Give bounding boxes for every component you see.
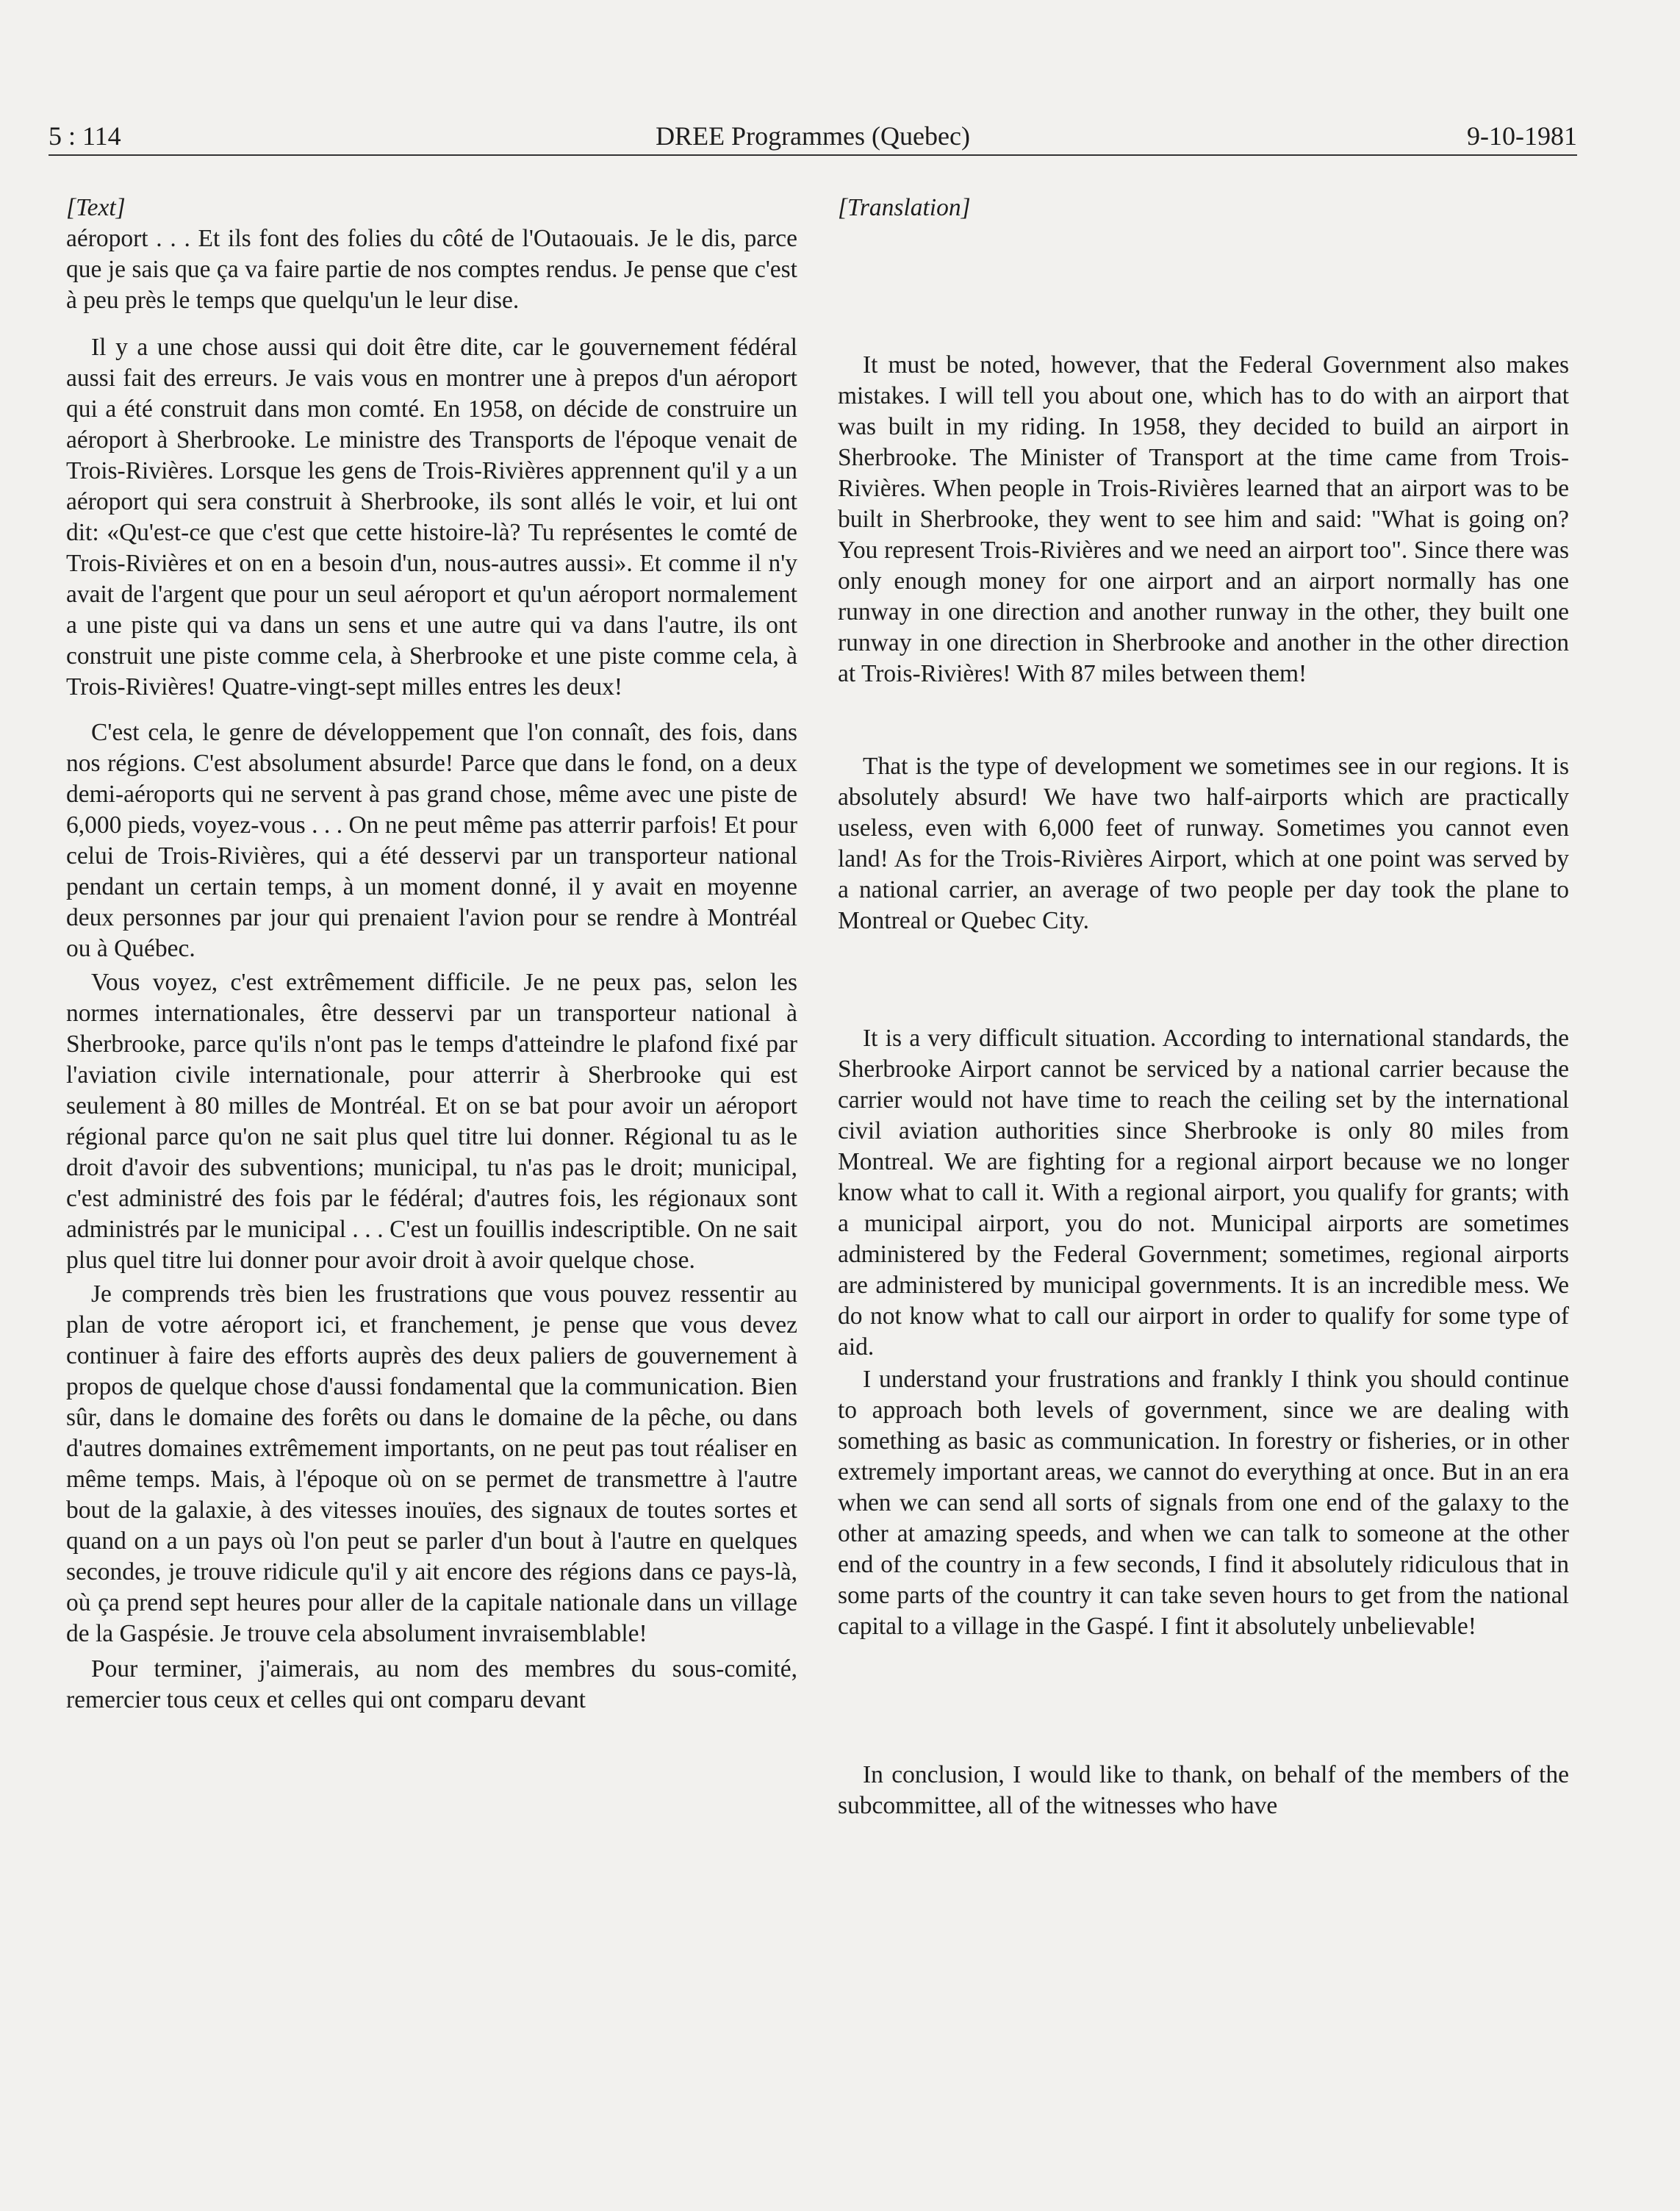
header-rule [49,154,1577,156]
french-column [66,193,797,1716]
paragraph: That is the type of development we sometimes see in our regions. It is absolutely absurd! We have two half-airports which are practically useless, even with 6,000 feet of runway. Sometimes you cannot even land! As for the Trois-Rivières Airport, which at one point was served by a national carrier, an average of two people per day took the plane to Montreal or Quebec City. [838,753,1569,934]
document-date: 9-10-1981 [1467,121,1577,151]
text-label: [Text] [66,194,126,221]
paragraph: In conclusion, I would like to thank, on behalf of the members of the subcommittee, all of the witnesses who have [838,1761,1569,1819]
paragraph: Vous voyez, c'est extrêmement difficile. Je ne peux pas, selon les normes internationales, être desservi par un transporteur national à Sherbrooke, parce qu'ils n'ont pas le temps d'atteindre le plafond fixé par l'aviation civile internationale, pour atterrir à Sherbrooke qui est seulement à 80 milles de Montréal. Et on se bat pour avoir un aéroport régional parce qu'on ne sait plus quel titre lui donner. Régional tu as le droit d'avoir des subventions; municipal, tu n'as pas le droit; municipal, c'est administré des fois par le fédéral; d'autres fois, les régionaux sont administrés par le municipal . . . C'est un fouillis indescriptible. On ne sait plus quel titre lui donner pour avoir droit à avoir quelque chose. [66,969,797,1274]
paragraph: I understand your frustrations and frankly I think you should continue to approach both levels of government, since we are dealing with something as basic as communication. In forestry or fisheries, or in other extremely important areas, we cannot do everything at once. But in an era when we can send all sorts of signals from one end of the galaxy to the other at amazing speeds, and when we can talk to someone at the other end of the country in a few seconds, I find it absolutely ridiculous that in some parts of the country it can take seven hours to get from the national capital to a village in the Gaspé. I fint it absolutely unbelievable! [838,1366,1569,1640]
paragraph: It is a very difficult situation. According to international standards, the Sherbrooke Airport cannot be serviced by a national carrier because the carrier would not have time to reach the ceiling set by the international civil aviation authorities since Sherbrooke is only 80 miles from Montreal. We are fighting for a regional airport because we no longer know what to call it. With a regional airport, you qualify for grants; with a municipal airport, you do not. Municipal airports are sometimes administered by the Federal Government; sometimes, regional airports are administered by municipal governments. It is an incredible mess. We do not know what to call our airport in order to qualify for some type of aid. [838,1025,1569,1361]
paragraph: Je comprends très bien les frustrations que vous pouvez ressentir au plan de votre aéroport ici, et franchement, je pense que vous devez continuer à faire des efforts auprès des deux paliers de gouvernement à propos de quelque chose d'aussi fondamental que la communication. Bien sûr, dans le domaine des forêts ou dans le domaine de la pêche, ou dans d'autres domaines extrêmement importants, on ne peut pas tout réaliser en même temps. Mais, à l'époque où on se permet de transmettre à l'autre bout de la galaxie, à des vitesses inouïes, des signaux de toutes sortes et quand on a un pays où l'on peut se parler d'un bout à l'autre en quelques secondes, je trouve ridicule qu'il y ait encore des régions dans ce pays-là, où ça prend sept heures pour aller de la capitale nationale dans un village de la Gaspésie. Je trouve cela absolument invraisemblable! [66,1280,797,1647]
paragraph: C'est cela, le genre de développement que l'on connaît, des fois, dans nos régions. C'est absolument absurde! Parce que dans le fond, on a deux demi-aéroports qui ne servent à pas grand chose, même avec une piste de 6,000 pieds, voyez-vous . . . On ne peut même pas atterrir parfois! Et pour celui de Trois-Rivières, qui a été desservi par un transporteur national pendant un certain temps, à un moment donné, il y avait en moyenne deux personnes par jour qui prenaient l'avion pour se rendre à Montréal ou à Québec. [66,719,797,962]
translation-label: [Translation] [838,194,971,221]
paragraph: Pour terminer, j'aimerais, au nom des membres du sous-comité, remercier tous ceux et celles qui ont comparu devant [66,1655,797,1713]
paragraph: aéroport . . . Et ils font des folies du côté de l'Outaouais. Je le dis, parce que je sais que ça va faire partie de nos comptes rendus. Je pense que c'est à peu près le temps que quelqu'un le leur dise. [66,225,797,314]
paragraph: It must be noted, however, that the Federal Government also makes mistakes. I will tell you about one, which has to do with an airport that was built in my riding. In 1958, they decided to build an airport in Sherbrooke. The Minister of Transport at the time came from Trois-Rivières. When people in Trois-Rivières learned that an airport was to be built in Sherbrooke, they went to see him and said: "What is going on? You represent Trois-Rivières and we need an airport too". Since there was only enough money for one airport and an airport normally has one runway in one direction and another runway in the other, they built one runway in one direction in Sherbrooke and another in the other direction at Trois-Rivières! With 87 miles between them! [838,351,1569,687]
page-number: 5 : 114 [49,121,121,151]
paragraph: Il y a une chose aussi qui doit être dite, car le gouvernement fédéral aussi fait des erreurs. Je vais vous en montrer une à prepos d'un aéroport qui a été construit dans mon comté. En 1958, on décide de construire un aéroport à Sherbrooke. Le ministre des Transports de l'époque venait de Trois-Rivières. Lorsque les gens de Trois-Rivières apprennent qu'il y a un aéroport qui sera construit à Sherbrooke, ils sont allés le voir, et lui ont dit: «Qu'est-ce que c'est que cette histoire-là? Tu représentes le comté de Trois-Rivières et on en a besoin d'un, nous-autres aussi». Et comme il n'y avait de l'argent que pour un seul aéroport et qu'un aéroport normalement a une piste qui va dans un sens et une autre qui va dans l'autre, ils ont construit une piste comme cela, à Sherbrooke et une piste comme cela, à Trois-Rivières! Quatre-vingt-sept milles entres les deux! [66,334,797,700]
english-column [838,193,1569,1821]
document-title: DREE Programmes (Quebec) [656,121,970,151]
